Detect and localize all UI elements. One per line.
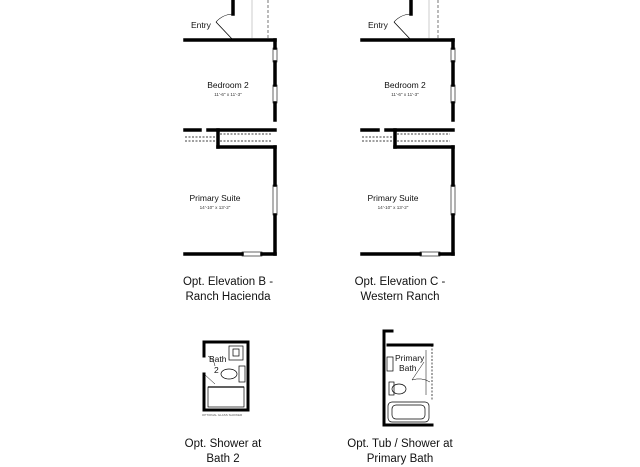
- option-room-label: Primary: [395, 353, 425, 363]
- caption-option-shower: [133, 437, 313, 467]
- room-name-bedroom-2: Bedroom 2: [384, 80, 426, 90]
- entry-label: Entry: [191, 20, 211, 30]
- option-tub-shower-primary-bath: [384, 331, 432, 425]
- room-name-primary-suite: Primary Suite: [367, 193, 419, 203]
- option-walls: [204, 342, 248, 410]
- option-room-label: 2: [214, 365, 219, 375]
- plan-elevation-c: [362, 0, 455, 256]
- room-name-primary-suite: Primary Suite: [189, 193, 241, 203]
- room-dims-primary-suite: 14'-10" x 13'-2": [377, 205, 409, 210]
- caption-line: Bath 2: [206, 453, 240, 465]
- optional-glass-shower-note: OPTIONAL GLASS SHOWER: [201, 413, 243, 417]
- caption-line: Opt. Elevation B -: [182, 276, 274, 288]
- caption-line: Ranch Hacienda: [185, 291, 271, 303]
- caption-line: Opt. Shower at: [184, 438, 262, 450]
- caption-option-tub: [310, 437, 490, 467]
- room-dims-bedroom-2: 11'-6" x 11'-3": [391, 92, 419, 97]
- plan-walls: [185, 0, 275, 254]
- plan-elevation-b: [185, 0, 277, 256]
- room-dims-primary-suite: 14'-10" x 13'-2": [199, 205, 231, 210]
- option-shower-bath-2: [202, 342, 248, 417]
- caption-line: Primary Bath: [366, 453, 434, 465]
- entry-label: Entry: [368, 20, 388, 30]
- caption-line: Western Ranch: [360, 291, 440, 303]
- caption-elevation-c: [310, 275, 490, 305]
- room-dims-bedroom-2: 11'-6" x 11'-3": [214, 92, 242, 97]
- option-room-label: Bath: [399, 363, 417, 373]
- caption-line: Opt. Tub / Shower at: [347, 438, 453, 450]
- caption-elevation-b: [138, 275, 318, 305]
- caption-line: Opt. Elevation C -: [354, 276, 446, 288]
- plan-walls: [362, 0, 453, 254]
- room-name-bedroom-2: Bedroom 2: [207, 80, 249, 90]
- option-room-label: Bath: [209, 354, 227, 364]
